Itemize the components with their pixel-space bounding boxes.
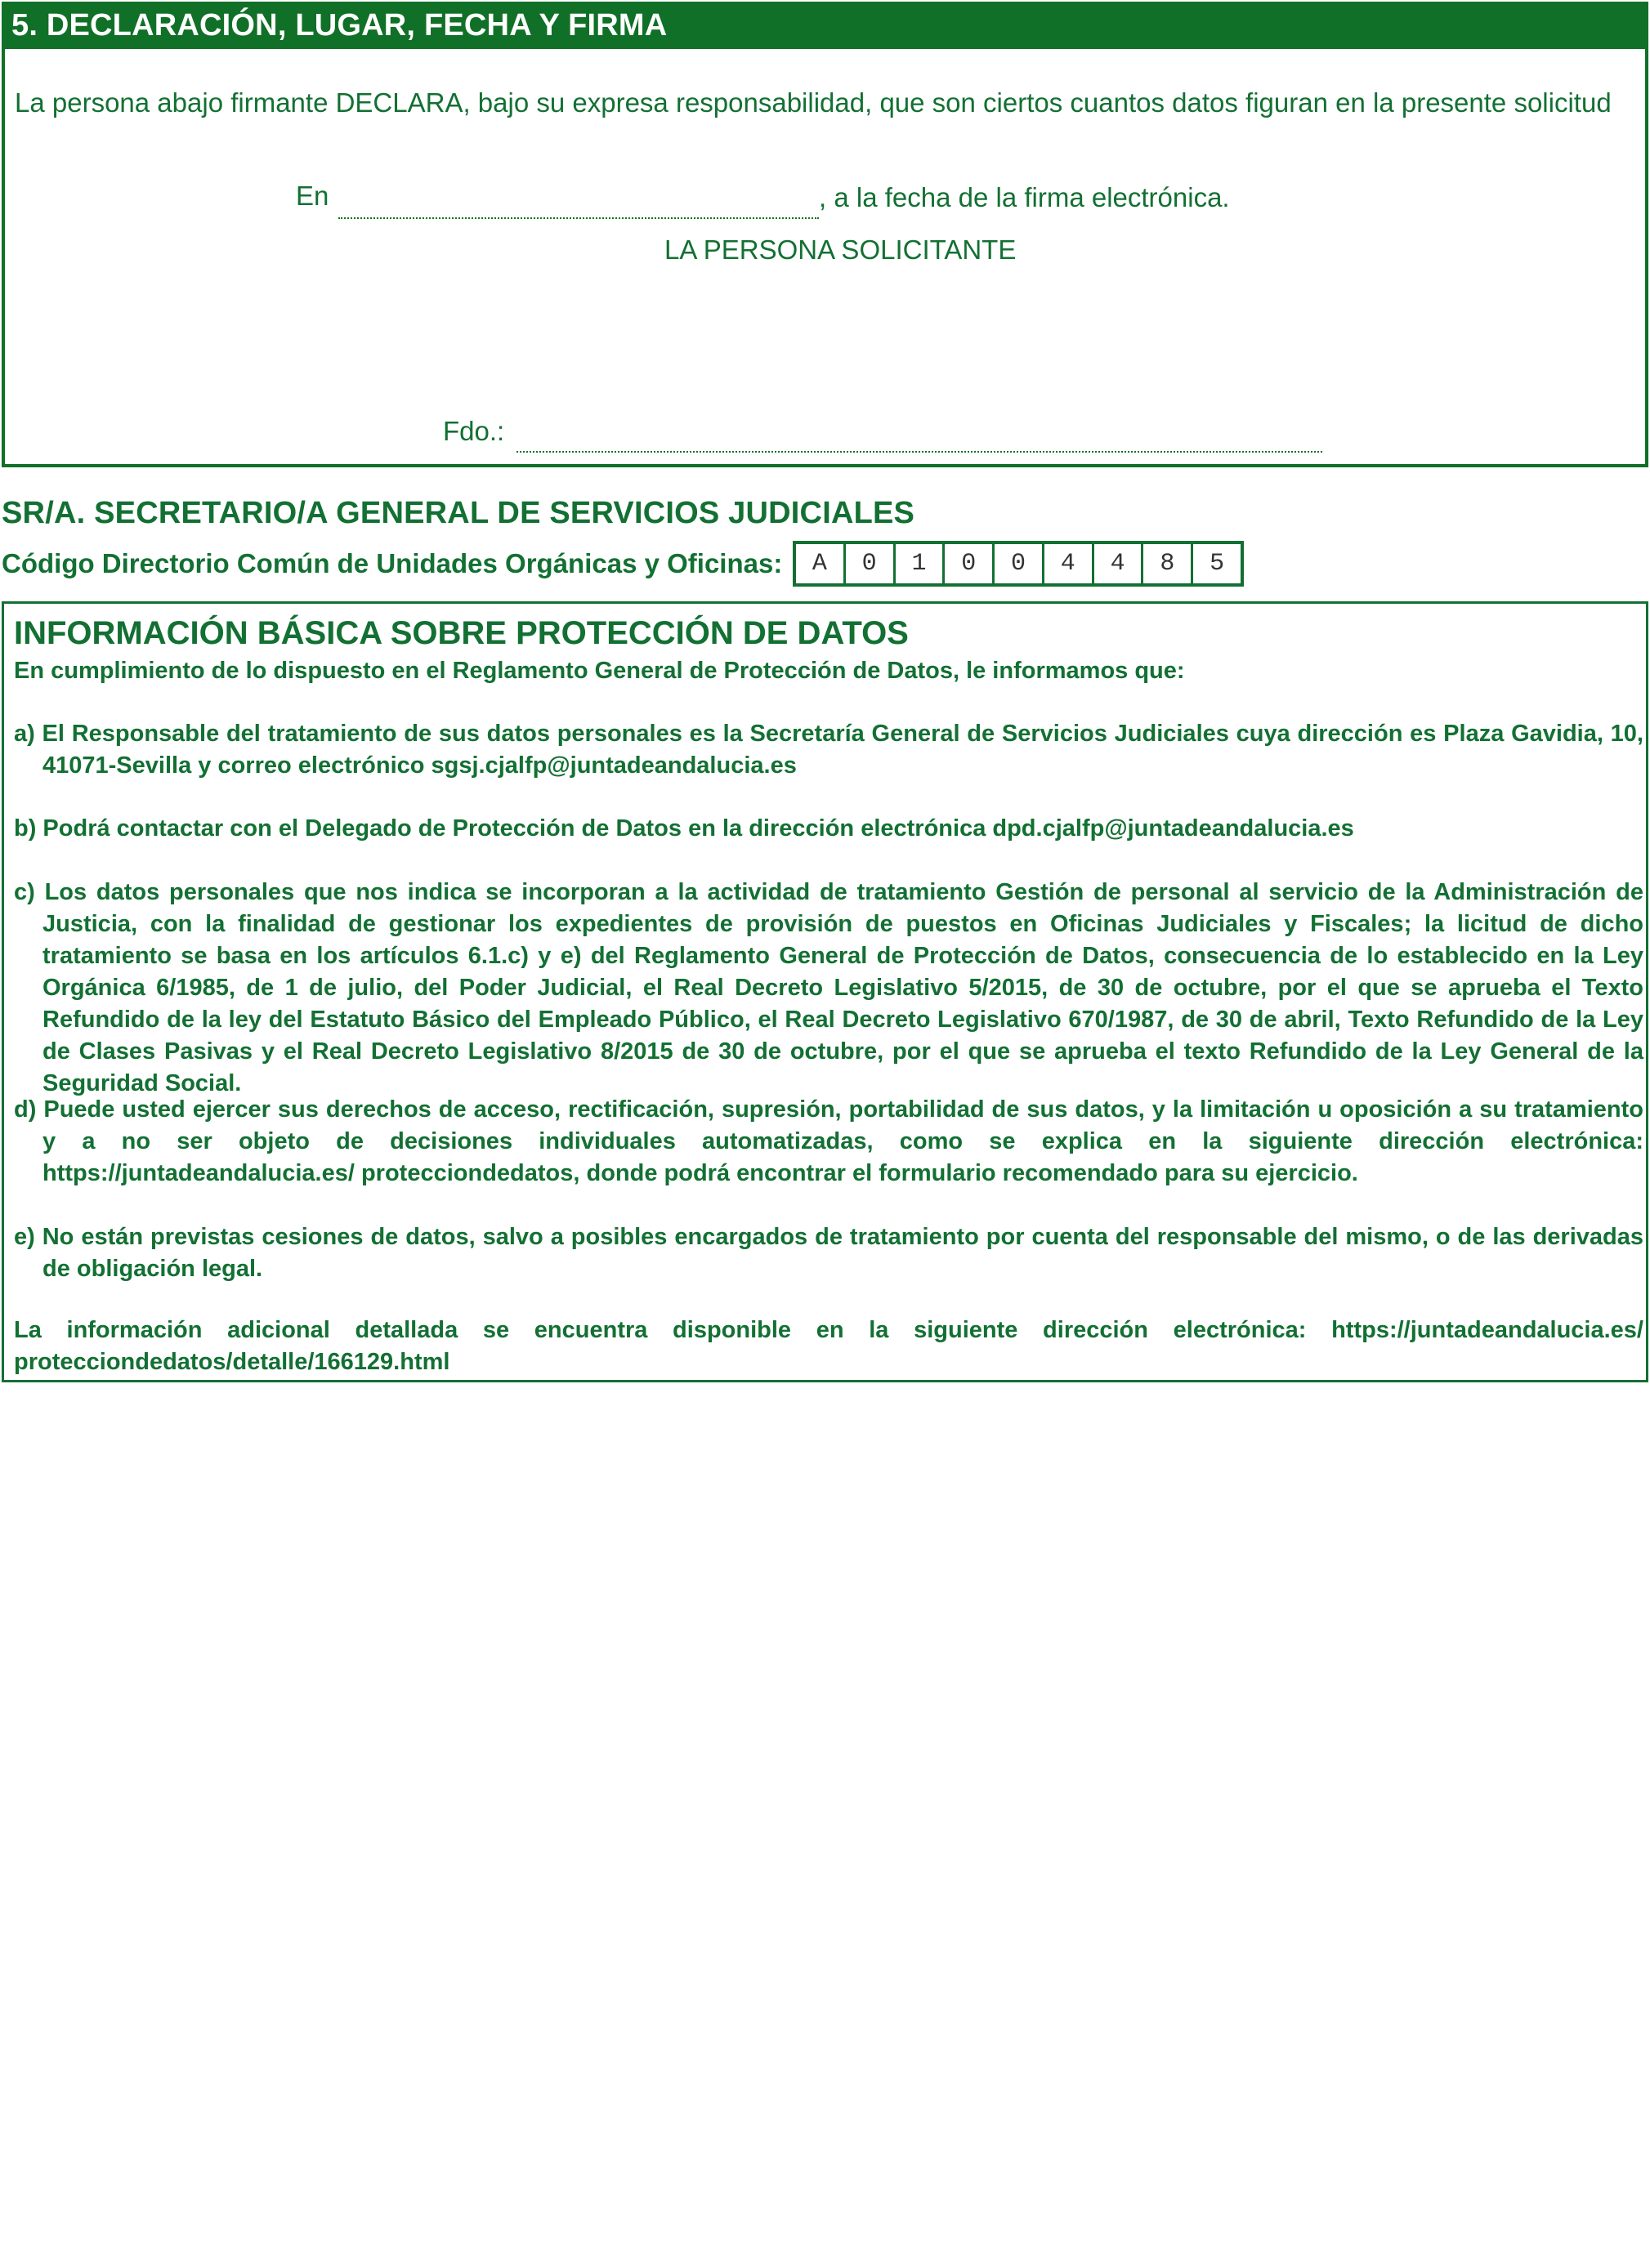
data-protection-item-e: e) No están previstas cesiones de datos, salvo a posibles encargados de tratamiento por cuenta del responsable del mismo, o de las derivadas de obligación legal.: [14, 1224, 1643, 1282]
dir3-label: Código Directorio Común de Unidades Orgánicas y Oficinas:: [2, 548, 783, 578]
addressee-title: SR/A. SECRETARIO/A GENERAL DE SERVICIOS JUDICIALES: [2, 496, 915, 530]
dir3-code-char: 1: [896, 544, 946, 583]
data-protection-box: [2, 601, 1648, 1382]
dir3-code-char: 0: [846, 544, 896, 583]
place-prefix: En: [296, 181, 329, 211]
dir3-code-char: 5: [1210, 550, 1225, 578]
section-5-header: 5. DECLARACIÓN, LUGAR, FECHA Y FIRMA: [2, 2, 1648, 49]
applicant-label: LA PERSONA SOLICITANTE: [664, 234, 1017, 265]
signature-field[interactable]: [516, 423, 1322, 453]
place-line: [296, 178, 1277, 219]
data-protection-item-b: b) Podrá contactar con el Delegado de Protección de Datos en la dirección electrónica dpd.cjalfp@juntadeandalucia.es: [14, 815, 1354, 842]
data-protection-title: INFORMACIÓN BÁSICA SOBRE PROTECCIÓN DE DATOS: [14, 615, 909, 651]
dir3-code-char: 4: [1094, 544, 1144, 583]
data-protection-additional: La información adicional detallada se encuentra disponible en la siguiente dirección electrónica: https://juntadeandalucia.es/ protecciondedatos/detalle/166129.html: [14, 1317, 1643, 1375]
dir3-code: [793, 541, 1244, 587]
data-protection-item-a: a) El Responsable del tratamiento de sus datos personales es la Secretaría General de Servicios Judiciales cuya dirección es Plaza Gavidia, 10, 41071-Sevilla y correo electrónico sgsj.cjalfp@juntadeandalucia.es: [14, 721, 1643, 779]
dir3-code-char: 0: [995, 544, 1044, 583]
signature-label: Fdo.:: [443, 416, 505, 446]
data-protection-intro: En cumplimiento de lo dispuesto en el Reglamento General de Protección de Datos, le informamos que:: [14, 658, 1185, 684]
place-field[interactable]: [338, 183, 819, 219]
data-protection-item-d: d) Puede usted ejercer sus derechos de acceso, rectificación, supresión, portabilidad de sus datos, y la limitación u oposición a su tratamiento y a no ser objeto de decisiones individuales automatizadas, como se explica en la siguiente dirección electrónica: https://juntadeandalucia.es/ protecciondedatos, donde podrá encontrar el formulario recomendado para su ejercicio.: [14, 1096, 1643, 1186]
dir3-code-char: 0: [945, 544, 995, 583]
declaration-text: La persona abajo firmante DECLARA, bajo su expresa responsabilidad, que son ciertos cuantos datos figuran en la presente solicitud: [15, 87, 1612, 118]
section-5-box: [2, 49, 1648, 467]
place-suffix: , a la fecha de la firma electrónica.: [819, 182, 1230, 212]
dir3-code-char: 8: [1143, 544, 1193, 583]
data-protection-item-c: c) Los datos personales que nos indica se incorporan a la actividad de tratamiento Gestión de personal al servicio de la Administración de Justicia, con la finalidad de gestionar los expedientes de provisión de puestos en Oficinas Judiciales y Fiscales; la licitud de dicho tratamiento se basa en los artículos 6.1.c) y e) del Reglamento General de Protección de Datos, consecuencia de lo establecido en la Ley Orgánica 6/1985, de 1 de julio, del Poder Judicial, el Real Decreto Legislativo 5/2015, de 30 de octubre, por el que se aprueba el Texto Refundido de la ley del Estatuto Básico del Empleado Público, el Real Decreto Legislativo 670/1987, de 30 de abril, Texto Refundido de la Ley de Clases Pasivas y el Real Decreto Legislativo 8/2015 de 30 de octubre, por el que se aprueba el texto Refundido de la Ley General de la Seguridad Social.: [14, 879, 1643, 1096]
dir3-code-char: A: [796, 544, 846, 583]
dir3-code-char: 4: [1044, 544, 1094, 583]
